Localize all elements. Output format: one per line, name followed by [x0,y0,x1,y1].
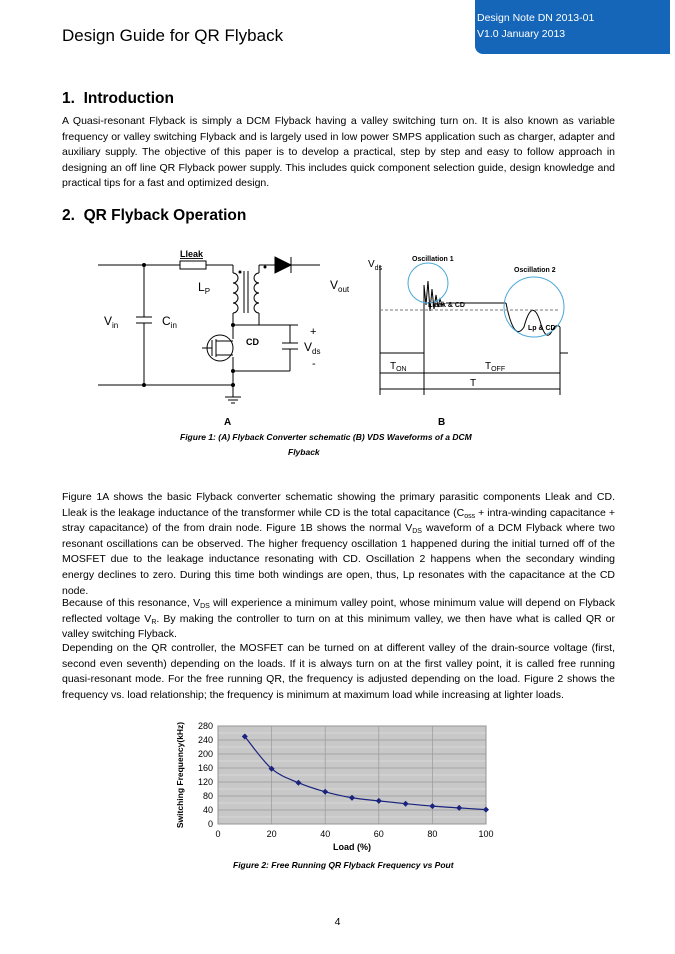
figure-1-caption-line2: Flyback [288,447,320,457]
document-title: Design Guide for QR Flyback [62,26,284,45]
section-2-number: 2. [62,207,75,224]
vin-label: $V_{in}$ [104,314,119,330]
cin-label: $C_{in}$ [162,314,177,330]
x-tick-label: 20 [266,829,277,839]
diode-symbol [275,257,291,273]
y-tick-label: 200 [197,749,213,759]
oscillation-2-label: Oscillation 2 [514,267,556,274]
y-axis-label: Switching Frequency(kHz) [175,721,185,829]
design-note-number: Design Note DN 2013-01 [477,12,595,24]
primary-winding [233,273,238,313]
oscillation-1-label: Oscillation 1 [412,256,454,263]
y-tick-label: 120 [197,777,213,787]
vds-label: $V_{ds}$ [304,340,321,356]
section-1-heading [62,90,174,108]
y-tick-label: 80 [202,791,213,801]
x-tick-label: 80 [427,829,438,839]
ton-label: $T_{ON}$ [390,361,407,373]
figure-1 [90,245,580,430]
toff-label: $T_{OFF}$ [485,361,506,373]
flyback-schematic [98,257,320,403]
t-period-label: T [470,378,477,389]
x-tick-label: 40 [320,829,331,839]
wf-vds-label: $V_{ds}$ [368,259,383,272]
section-1-number: 1. [62,90,75,107]
y-tick-label: 40 [202,805,213,815]
vds-minus-label: - [312,358,316,370]
body-paragraph-1: Figure 1A shows the basic Flyback converter schematic showing the primary parasitic components Lleak and CD. Lleak is the leakage inductance of the transformer while CD is the total capacitance ($C_{oss}$ + intra-winding capacitance + stray capacitance) of the from drain node. Figure 1B shows the normal $V_{DS}$ waveform of a DCM Flyback where two resonant oscillations can be observed. The higher frequency oscillation 1 happened during the initial turned off of the MOSFET due to the leakage inductance resonating with CD. Oscillation 2 happens when the secondary winding energy declines to zero. During this time both windings are open, thus, Lp resonates with the capacitance at the CD node. [62,491,616,597]
x-tick-label: 0 [215,829,221,839]
lleak-label: Lleak [180,249,204,259]
figure-2-caption: Figure 2: Free Running QR Flyback Frequency vs Pout [233,860,454,870]
figure-1-caption-line1: Figure 1: (A) Flyback Converter schematic (B) VDS Waveforms of a DCM [180,432,472,442]
body-paragraph-3: Depending on the QR controller, the MOSFET can be turned on at different valley of the drain-source voltage (first, second even seventh) depending on the loads. If it is always turn on at the first valley point, it is called free running quasi-resonant mode. For the free running QR, the frequency is adjusted depending on the load. Figure 2 shows the frequency vs. load relationship; the frequency is minimum at maximum load while increasing at lighter loads. [62,642,615,701]
x-tick-label: 100 [478,829,494,839]
lleak-cd-label: Lleak & CD [428,302,465,309]
lp-label: $L_P$ [198,280,211,296]
section-1-title: Introduction [83,90,174,107]
design-note-badge [475,0,670,54]
vds-plus-label: + [310,326,317,338]
y-tick-label: 280 [197,721,213,731]
figure-label-a: A [224,417,232,428]
cd-label: CD [246,337,259,347]
body-paragraph-2: Because of this resonance, $V_{DS}$ will experience a minimum valley point, whose minimum value will depend on Flyback reflected voltage $V_R$. By making the controller to turn on at this minimum valley, we then have what is called QR or valley switching Flyback. [62,597,615,641]
x-axis-label: Load (%) [333,842,371,852]
x-tick-label: 60 [373,829,384,839]
y-tick-label: 240 [197,735,213,745]
secondary-winding [254,273,259,313]
intro-paragraph: A Quasi-resonant Flyback is simply a DCM Flyback having a valley switching turn on. It is also known as variable frequency or valley switching Flyback and is largely used in low power SMPS application such as charger, adapter and auxiliary supply. The objective of this paper is to develop a practical, step by step and easy to follow approach in designing an off line QR Flyback power supply. This includes quick component selection guide, design knowledge and practical tips for a fast and optimized design. [62,115,615,190]
design-note-version: V1.0 January 2013 [477,28,566,40]
y-tick-label: 0 [207,819,213,829]
vout-label: $V_{out}$ [330,278,350,294]
section-2-title: QR Flyback Operation [83,207,247,224]
y-tick-label: 160 [197,763,213,773]
page-number: 4 [334,916,341,928]
section-2-heading [62,207,246,225]
figure-label-b: B [438,417,446,428]
frequency-vs-load-chart [170,716,515,856]
lleak-inductor-symbol [180,261,206,269]
lp-cd-label: Lp & CD [528,325,556,332]
